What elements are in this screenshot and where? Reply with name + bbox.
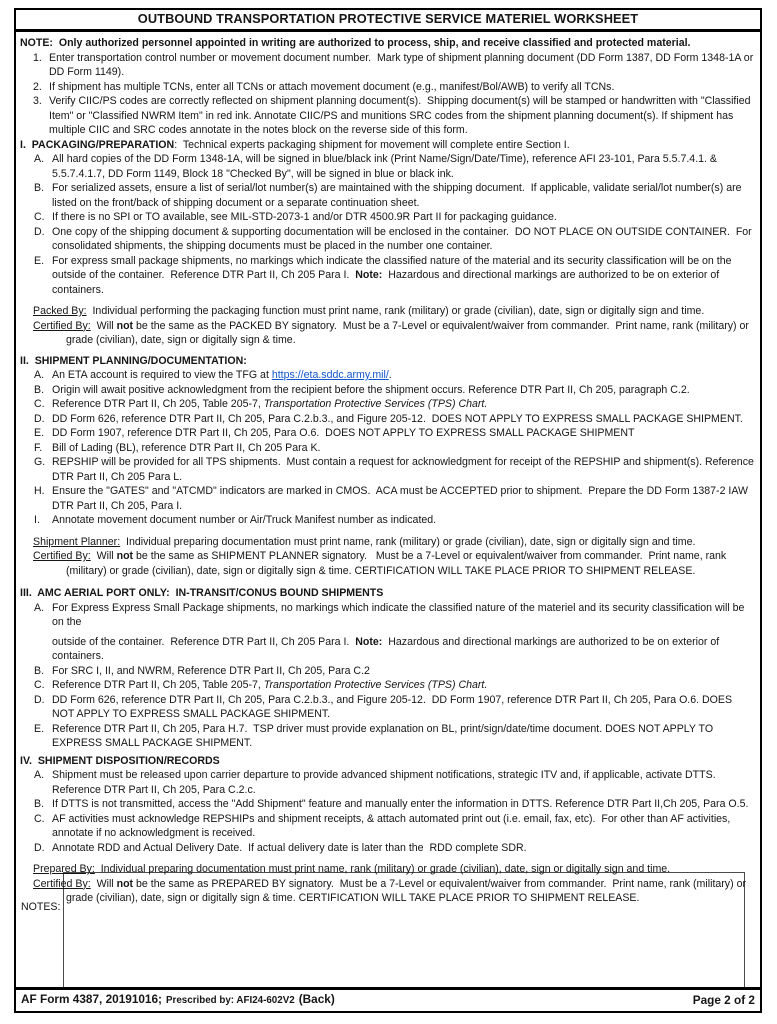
text-segment: All hard copies of the DD Form 1348-1A, will be signed in blue/black ink (Print Name/Sign/Date/Time), reference AFI 23-101, Para 5.5.7.4.1. & 5.5.7.4.1.7, DD Form 1149, Block 18 "Checked By", will be signed in blue or black ink.	[52, 153, 720, 180]
note-heading	[20, 36, 754, 51]
text-segment: If there is no SPI or TO available, see MIL-STD-2073-1 and/or DTR 4500.9R Part II for packaging guidance.	[52, 211, 557, 223]
list-item	[20, 225, 754, 254]
list-item	[20, 455, 757, 484]
list-item	[20, 768, 754, 797]
text-segment: For express small package shipments, no markings which indicate the classified nature of the material and its security classification will be on the outside of the container. Reference DTR Part II, Ch 205 Para I.	[52, 254, 735, 281]
item-label: E.	[34, 427, 45, 439]
item-label: E.	[34, 254, 45, 267]
text-segment: For serialized assets, ensure a list of serial/lot number(s) are maintained with the shipping document. If applicable, validate serial/lot number(s) are listed on the front/back of shipping document or a separate continuation sheet.	[52, 182, 745, 209]
text-segment: NOTE: Only authorized personnel appointed in writing are authorized to process, ship, and receive classified and protected material.	[20, 37, 691, 49]
text-segment: III. AMC AERIAL PORT ONLY: IN-TRANSIT/CONUS BOUND SHIPMENTS	[20, 587, 384, 599]
section-3-amc-aerial-port	[20, 586, 754, 751]
list-item	[20, 210, 754, 225]
back-label: (Back)	[298, 992, 335, 1007]
text-segment: DD Form 1907, reference DTR Part II, Ch 205, Para O.6. DOES NOT APPLY TO EXPRESS SMALL PACKAGE SHIPMENT	[52, 427, 635, 439]
section-1-packaging-preparation	[20, 138, 754, 348]
section-2-items	[20, 368, 757, 528]
list-item	[20, 841, 754, 856]
text-segment: Individual preparing documentation must print name, rank (military) or grade (civilian), date, sign or digitally sign and time.	[94, 863, 671, 875]
section-2-heading	[20, 354, 754, 369]
item-label: C.	[34, 398, 45, 410]
list-item	[20, 693, 754, 722]
item-text	[52, 842, 527, 854]
page-title: OUTBOUND TRANSPORTATION PROTECTIVE SERVICE MATERIEL WORKSHEET	[137, 11, 639, 27]
item-text	[52, 636, 722, 663]
list-item	[20, 254, 754, 298]
text-segment: For SRC I, II, and NWRM, Reference DTR Part II, Ch 205, Para C.2	[52, 664, 370, 677]
note-list	[20, 51, 757, 138]
text-segment: One copy of the shipping document & supporting documentation will be enclosed in the container. DO NOT PLACE ON OUTSIDE CONTAINER. For consolidated shipments, the shipping documents must be placed in the number one container.	[52, 225, 755, 252]
text-segment: Origin will await positive acknowledgment from the recipient before the shipment occurs. Reference DTR Part II, Ch 205, paragraph C.2.	[52, 383, 690, 396]
item-label: G.	[34, 456, 46, 468]
form-page	[14, 8, 762, 1013]
text-segment: Individual preparing documentation must print name, rank (military) or grade (civilian), date, sign or digitally sign and time.	[120, 535, 696, 548]
item-text	[52, 226, 755, 253]
list-item	[20, 678, 754, 693]
item-text	[52, 211, 557, 223]
section-1-signature-block	[20, 304, 754, 348]
list-item	[20, 513, 754, 528]
note-block	[20, 36, 757, 138]
item-text	[52, 456, 757, 483]
section-1-items	[20, 152, 754, 297]
item-label: 1.	[33, 51, 42, 64]
text-segment: An ETA account is required to view the TFG at	[52, 369, 272, 381]
text-segment: Individual performing the packaging function must print name, rank (military) or grade (civilian), date, sign or digitally sign and time.	[86, 305, 705, 317]
item-text	[52, 602, 747, 629]
section-3-heading	[20, 586, 754, 601]
item-text	[52, 398, 487, 410]
certified-by-line-3	[20, 877, 754, 906]
notes-label: NOTES:	[21, 900, 61, 913]
text-segment: If DTTS is not transmitted, access the "Add Shipment" feature and manually enter the information in DTTS. Reference DTR Part II,Ch 205, Para O.5.	[52, 798, 749, 810]
item-text	[52, 813, 733, 840]
text-segment: Annotate movement document number or Air/Truck Manifest number as indicated.	[52, 514, 437, 526]
text-segment: If shipment has multiple TCNs, enter all TCNs or attach movement document (e.g., manifest/Bol/AWB) to verify all TCNs.	[49, 80, 615, 93]
form-content	[16, 32, 760, 989]
section-4-signature-block	[20, 862, 754, 906]
page-number: Page 2 of 2	[692, 993, 755, 1008]
text-segment: For Express Express Small Package shipments, no markings which indicate the classified nature of the materiel and its security classification will be on the	[52, 601, 748, 628]
eta-sddc-link[interactable]: https://eta.sddc.army.mil/	[271, 369, 389, 381]
text-segment: .	[388, 369, 392, 381]
list-item	[20, 426, 754, 441]
item-text	[52, 384, 690, 396]
item-label: B.	[34, 182, 45, 194]
text-segment: REPSHIP will be provided for all TPS shipments. Must contain a request for acknowledgment for receipt of the REPSHIP and shipment(s). Reference DTR Part II, Ch 205 Para L.	[52, 456, 757, 483]
prepared-by-line	[20, 862, 754, 877]
text-segment: : Technical experts packaging shipment for movement will complete entire Section I.	[174, 138, 570, 151]
item-text	[52, 694, 735, 721]
shipment-planner-line	[20, 535, 754, 550]
packed-by-line	[20, 304, 754, 319]
text-segment: Note:	[355, 635, 383, 648]
text-segment: Certified By:	[33, 877, 91, 890]
list-item	[20, 80, 754, 95]
item-label: 3.	[33, 95, 42, 107]
section-4-items	[20, 768, 754, 855]
item-label: A.	[34, 601, 45, 614]
text-segment: Hazardous and directional markings are authorized to be on exterior of containers.	[52, 269, 723, 296]
text-segment: be the same as SHIPMENT PLANNER signatory. Must be a 7-Level or equivalent/waiver from commander. Print name, rank (military) or grade (civilian), date, sign or digitally sign & time. CERTIFICATION WILL TAKE PLACE PRIOR TO SHIPMENT RELEASE.	[66, 550, 730, 577]
list-item	[20, 94, 754, 138]
item-text	[52, 514, 436, 526]
item-text	[49, 52, 756, 79]
item-text	[52, 723, 716, 750]
text-segment: outside of the container. Reference DTR Part II, Ch 205 Para I.	[52, 635, 356, 648]
item-label: A.	[34, 769, 45, 781]
item-label: B.	[34, 383, 45, 396]
text-segment: I. PACKAGING/PREPARATION	[20, 138, 175, 151]
item-label: D.	[34, 412, 45, 425]
item-label: H.	[34, 485, 45, 497]
item-text	[49, 81, 614, 93]
item-text	[49, 95, 753, 136]
item-text	[52, 255, 734, 296]
text-segment: Bill of Lading (BL), reference DTR Part II, Ch 205 Para K.	[52, 441, 321, 454]
list-item	[20, 441, 754, 456]
item-text	[52, 485, 751, 512]
item-label: C.	[34, 211, 45, 223]
list-item	[20, 601, 754, 630]
list-item	[20, 664, 754, 679]
text-segment: not	[116, 877, 134, 890]
item-label: 2.	[33, 80, 42, 93]
text-segment: Verify CIIC/PS codes are correctly reflected on shipment planning document(s). Shipping document(s) will be stamped or handwritten with "Classified Item" or "Classified NWRM Item" in red ink. Annotate CIIC/PS and munitions SRC codes from the shipment planning document(s). If shipment has multiple CIIC and SRC codes annotate in the notes block on the reverse side of this form.	[49, 95, 754, 136]
list-item	[20, 397, 754, 412]
text-segment: not	[116, 319, 134, 332]
item-text	[52, 369, 392, 381]
section-3-items	[20, 601, 754, 751]
text-segment: Hazardous and directional markings are authorized to be on exterior of containers.	[52, 635, 723, 662]
text-segment: not	[116, 550, 134, 562]
item-label: I.	[34, 514, 40, 526]
text-segment: Shipment Planner:	[33, 535, 121, 548]
item-text	[52, 153, 720, 180]
form-title-box	[14, 8, 762, 31]
text-segment: be the same as the PACKED BY signatory. Must be a 7-Level or equivalent/waiver from commander. Print name, rank (military) or grade (civilian), date, sign or digitally sign & time.	[66, 319, 752, 346]
item-text	[52, 182, 744, 209]
item-label: B.	[34, 664, 45, 677]
text-segment: AF activities must acknowledge REPSHIPs and shipment receipts, & attach automated print out (i.e. email, fax, etc). For other than AF activities, annotate if no acknowledgment is received.	[52, 812, 734, 839]
text-segment: IV. SHIPMENT DISPOSITION/RECORDS	[20, 754, 220, 767]
item-label: A.	[34, 153, 45, 165]
text-segment: Will	[90, 319, 117, 332]
item-label: F.	[34, 441, 43, 454]
section-1-heading	[20, 138, 754, 153]
list-item	[20, 412, 754, 427]
list-item	[20, 368, 754, 383]
item-text	[52, 769, 719, 796]
form-number: AF Form 4387, 20191016;	[21, 992, 162, 1007]
text-segment: Annotate RDD and Actual Delivery Date. If actual delivery date is later than the RDD complete SDR.	[52, 841, 527, 854]
list-item	[20, 797, 754, 812]
text-segment: DD Form 626, reference DTR Part II, Ch 205, Para C.2.b.3., and Figure 205-12. DOES NOT APPLY TO EXPRESS SMALL PACKAGE SHIPMENT.	[52, 412, 743, 425]
section-4-heading	[20, 754, 754, 769]
list-item	[20, 51, 757, 80]
text-segment: Reference DTR Part II, Ch 205, Table 205-7,	[52, 679, 264, 691]
section-2-signature-block	[20, 535, 754, 579]
text-segment: Certified By:	[33, 319, 91, 332]
footer-left	[21, 992, 335, 1009]
list-item	[20, 812, 754, 841]
item-text	[52, 665, 370, 677]
text-segment: Certified By:	[33, 550, 91, 562]
text-segment: Will	[90, 550, 117, 562]
text-segment: Transportation Protective Services (TPS) Chart.	[263, 398, 488, 410]
text-segment: Reference DTR Part II, Ch 205, Para H.7. TSP driver must provide explanation on BL, print/sign/date/time document. DOES NOT APPLY TO EXPRESS SMALL PACKAGE SHIPMENT.	[52, 722, 717, 749]
item-label: D.	[34, 693, 45, 706]
item-text	[52, 413, 743, 425]
item-label: E.	[34, 722, 45, 735]
item-label: B.	[34, 798, 45, 810]
item-label: D.	[34, 225, 45, 238]
list-item	[20, 484, 754, 513]
list-item	[20, 635, 754, 664]
text-segment: II. SHIPMENT PLANNING/DOCUMENTATION:	[20, 354, 247, 367]
item-text	[52, 427, 634, 439]
item-label: C.	[34, 812, 45, 825]
list-item	[20, 383, 754, 398]
item-text	[52, 679, 487, 691]
text-segment: Reference DTR Part II, Ch 205, Table 205-7,	[52, 398, 264, 410]
text-segment: Prepared By:	[33, 863, 95, 875]
text-segment: be the same as PREPARED BY signatory. Must be a 7-Level or equivalent/waiver from commander. Print name, rank (military) or grade (civilian), date, sign or digitally sign & time. CERTIFICATION WILL TAKE PLACE PRIOR TO SHIPMENT RELEASE.	[66, 877, 749, 904]
item-text	[52, 798, 748, 810]
section-4-shipment-disposition	[20, 754, 754, 906]
item-label: C.	[34, 679, 45, 691]
item-label: A.	[34, 369, 45, 381]
prescribed-by: Prescribed by: AFI24-602V2	[166, 995, 295, 1007]
text-segment: Note:	[355, 269, 383, 281]
text-segment: Will	[90, 877, 117, 890]
text-segment: DD Form 626, reference DTR Part II, Ch 205, Para C.2.b.3., and Figure 205-12. DD Form 1907, reference DTR Part II, Ch 205, Para O.6. DOES NOT APPLY TO EXPRESS SMALL PACKAGE SHIPMENT.	[52, 693, 736, 720]
list-item	[20, 181, 754, 210]
text-segment: Transportation Protective Services (TPS) Chart.	[263, 679, 488, 691]
text-segment: Packed By:	[33, 305, 87, 317]
form-body-box	[14, 30, 762, 989]
list-item	[20, 722, 754, 751]
section-2-shipment-planning	[20, 354, 757, 579]
text-segment: Ensure the "GATES" and "ATCMD" indicators are marked in CMOS. ACA must be ACCEPTED prior to shipment. Prepare the DD Form 1387-2 IAW DTR Part II, Ch 205, Para I.	[52, 485, 751, 512]
text-segment: Shipment must be released upon carrier departure to provide advanced shipment notifications, strategic ITV and, if applicable, activate DTTS. Reference DTR Part II, Ch 205, Para C.2.c.	[52, 769, 719, 796]
form-footer	[14, 987, 762, 1013]
text-segment: Enter transportation control number or movement document number. Mark type of shipment planning document (DD Form 1387, DD Form 1348-1A or DD Form 1149).	[49, 51, 757, 78]
certified-by-line-2	[20, 549, 754, 578]
item-label: D.	[34, 841, 45, 854]
certified-by-line-1	[20, 319, 754, 348]
item-text	[52, 442, 321, 454]
list-item	[20, 152, 754, 181]
